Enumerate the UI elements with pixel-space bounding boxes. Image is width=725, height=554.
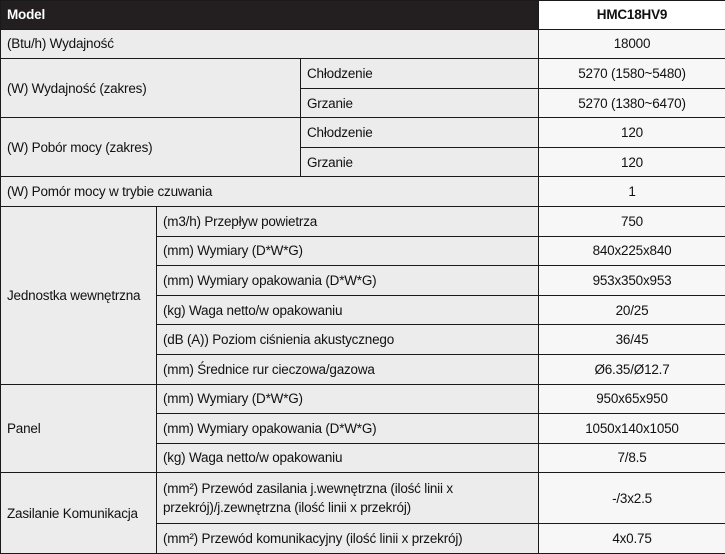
standby-value: 1 bbox=[539, 177, 725, 207]
indoor-item-label: (m3/h) Przepływ powietrza bbox=[157, 207, 539, 237]
standby-label: (W) Pomór mocy w trybie czuwania bbox=[1, 177, 539, 207]
table-row bbox=[1, 59, 725, 89]
indoor-item-label: (mm) Średnice rur cieczowa/gazowa bbox=[157, 354, 539, 384]
table-header-row bbox=[1, 1, 725, 30]
power-cooling-label: Chłodzenie bbox=[301, 118, 539, 148]
indoor-item-value: 750 bbox=[539, 207, 725, 237]
power-comm-item-label: (mm²) Przewód zasilania j.wewnętrzna (ilość linii x przekrój)/j.zewnętrzna (ilość linii x przekrój) bbox=[157, 473, 539, 524]
panel-item-value: 7/8.5 bbox=[539, 443, 725, 473]
panel-item-label: (mm) Wymiary opakowania (D*W*G) bbox=[157, 414, 539, 444]
indoor-item-value: 20/25 bbox=[539, 295, 725, 325]
header-model-value: HMC18HV9 bbox=[539, 1, 725, 30]
table-row bbox=[1, 384, 725, 414]
indoor-item-value: 36/45 bbox=[539, 325, 725, 355]
capacity-w-label: (W) Wydajność (zakres) bbox=[1, 59, 301, 118]
indoor-item-label: (mm) Wymiary opakowania (D*W*G) bbox=[157, 266, 539, 296]
header-model-label: Model bbox=[1, 1, 539, 30]
indoor-item-label: (dB (A)) Poziom ciśnienia akustycznego bbox=[157, 325, 539, 355]
capacity-btu-value: 18000 bbox=[539, 29, 725, 59]
power-heating-value: 120 bbox=[539, 147, 725, 177]
indoor-item-value: Ø6.35/Ø12.7 bbox=[539, 354, 725, 384]
capacity-heating-value: 5270 (1380~6470) bbox=[539, 88, 725, 118]
power-comm-item-value: 4x0.75 bbox=[539, 524, 725, 554]
table-row bbox=[1, 177, 725, 207]
power-cooling-value: 120 bbox=[539, 118, 725, 148]
indoor-item-value: 840x225x840 bbox=[539, 236, 725, 266]
panel-item-label: (mm) Wymiary (D*W*G) bbox=[157, 384, 539, 414]
table-row bbox=[1, 29, 725, 59]
panel-item-label: (kg) Waga netto/w opakowaniu bbox=[157, 443, 539, 473]
power-comm-item-label: (mm²) Przewód komunikacyjny (ilość linii x przekrój) bbox=[157, 524, 539, 554]
panel-item-value: 1050x140x1050 bbox=[539, 414, 725, 444]
panel-item-value: 950x65x950 bbox=[539, 384, 725, 414]
capacity-btu-label: (Btu/h) Wydajność bbox=[1, 29, 539, 59]
capacity-heating-label: Grzanie bbox=[301, 88, 539, 118]
indoor-item-value: 953x350x953 bbox=[539, 266, 725, 296]
table-row bbox=[1, 473, 725, 524]
table-row bbox=[1, 207, 725, 237]
power-heating-label: Grzanie bbox=[301, 147, 539, 177]
indoor-item-label: (kg) Waga netto/w opakowaniu bbox=[157, 295, 539, 325]
capacity-cooling-value: 5270 (1580~5480) bbox=[539, 59, 725, 89]
power-comm-group-label: Zasilanie Komunikacja bbox=[1, 473, 157, 554]
table-row bbox=[1, 118, 725, 148]
indoor-unit-group-label: Jednostka wewnętrzna bbox=[1, 207, 157, 384]
indoor-item-label: (mm) Wymiary (D*W*G) bbox=[157, 236, 539, 266]
panel-group-label: Panel bbox=[1, 384, 157, 473]
capacity-cooling-label: Chłodzenie bbox=[301, 59, 539, 89]
power-w-label: (W) Pobór mocy (zakres) bbox=[1, 118, 301, 177]
power-comm-item-value: -/3x2.5 bbox=[539, 473, 725, 524]
